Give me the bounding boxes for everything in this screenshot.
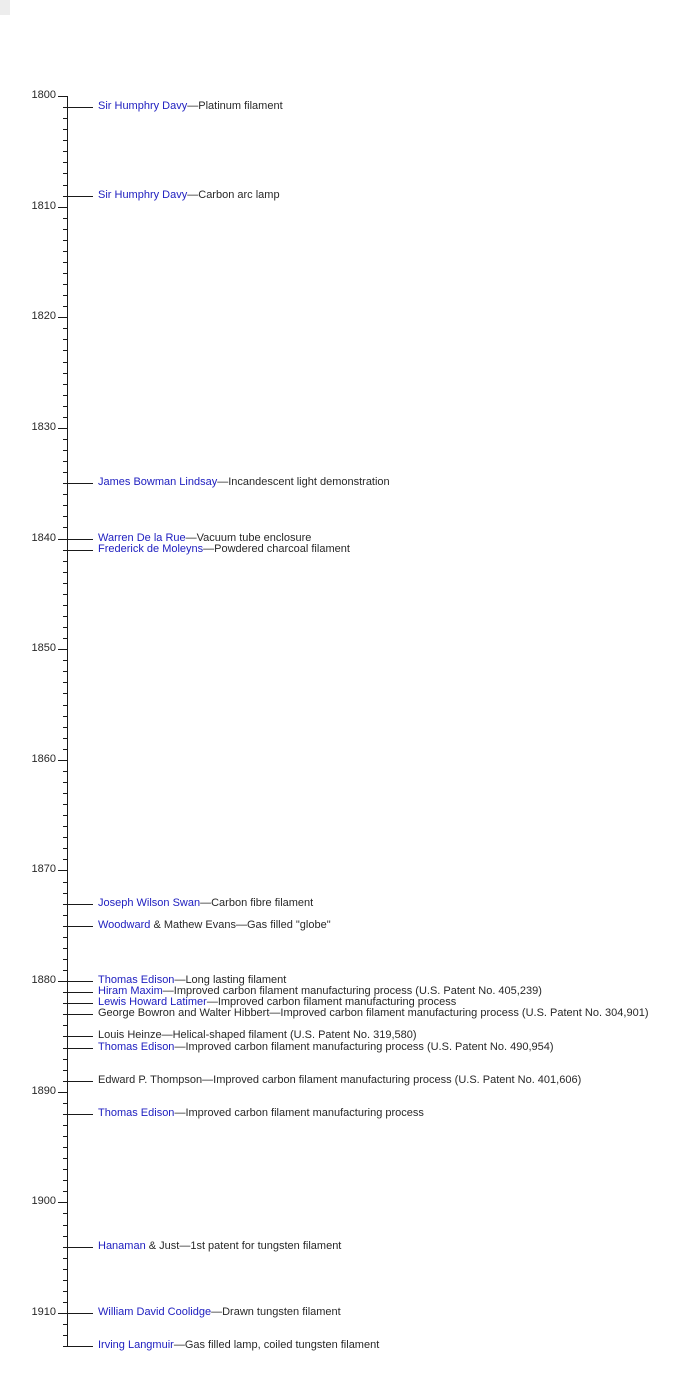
year-tick <box>63 1324 68 1325</box>
year-tick <box>63 804 68 805</box>
event-description: Carbon arc lamp <box>198 189 280 201</box>
year-tick <box>63 959 68 960</box>
event-link[interactable]: Warren De la Rue <box>98 532 186 544</box>
year-tick <box>63 118 68 119</box>
year-tick <box>63 738 68 739</box>
year-tick <box>63 339 68 340</box>
year-tick <box>63 1335 68 1336</box>
em-dash-separator: — <box>206 996 218 1008</box>
year-tick <box>63 1059 68 1060</box>
event-connector <box>68 1114 93 1115</box>
em-dash-separator: — <box>217 476 229 488</box>
year-tick <box>63 494 68 495</box>
decade-tick <box>58 1202 68 1203</box>
event-label <box>98 919 331 932</box>
year-label: 1850 <box>31 642 56 654</box>
event-connector <box>68 483 93 484</box>
year-tick <box>63 1070 68 1071</box>
event-connector <box>68 926 93 927</box>
event-link[interactable]: Sir Humphry Davy <box>98 100 188 112</box>
year-tick <box>63 948 68 949</box>
year-tick <box>63 671 68 672</box>
decade-tick <box>58 760 68 761</box>
year-tick <box>63 218 68 219</box>
year-tick <box>63 1125 68 1126</box>
year-tick <box>63 417 68 418</box>
event-connector <box>68 107 93 108</box>
em-dash-separator: — <box>174 1041 186 1053</box>
year-tick <box>63 284 68 285</box>
decade-tick <box>58 981 68 982</box>
year-tick <box>63 594 68 595</box>
year-tick <box>63 815 68 816</box>
decade-tick <box>58 539 68 540</box>
decade-tick <box>58 428 68 429</box>
event-description: Carbon fibre filament <box>211 897 314 909</box>
year-tick <box>63 705 68 706</box>
year-label: 1910 <box>31 1306 56 1318</box>
year-tick <box>63 1103 68 1104</box>
year-tick <box>63 1302 68 1303</box>
year-tick <box>63 306 68 307</box>
event-label <box>98 1041 554 1054</box>
event-label <box>98 1339 379 1352</box>
em-dash-separator: — <box>173 1339 185 1351</box>
event-description: Improved carbon filament manufacturing process (U.S. Patent No. 401,606) <box>213 1074 582 1086</box>
event-connector <box>68 1313 93 1314</box>
event-link[interactable]: Thomas Edison <box>98 974 175 986</box>
year-tick <box>63 362 68 363</box>
event-connector <box>68 1003 93 1004</box>
event-connector <box>68 1247 93 1248</box>
year-tick <box>63 561 68 562</box>
year-tick <box>63 627 68 628</box>
event-label <box>98 543 350 556</box>
year-tick <box>63 1269 68 1270</box>
event-link[interactable]: Joseph Wilson Swan <box>98 897 201 909</box>
year-tick <box>63 273 68 274</box>
event-label <box>98 189 280 202</box>
year-tick <box>63 605 68 606</box>
event-description: Improved carbon filament manufacturing process (U.S. Patent No. 405,239) <box>173 985 542 997</box>
event-description: Vacuum tube enclosure <box>196 532 312 544</box>
year-tick <box>63 439 68 440</box>
year-tick <box>63 693 68 694</box>
event-link[interactable]: James Bowman Lindsay <box>98 476 218 488</box>
year-tick <box>63 915 68 916</box>
year-tick <box>63 251 68 252</box>
event-connector <box>68 992 93 993</box>
year-tick <box>63 1236 68 1237</box>
year-tick <box>63 395 68 396</box>
year-label: 1900 <box>31 1195 56 1207</box>
year-tick <box>63 682 68 683</box>
year-label: 1880 <box>31 974 56 986</box>
decade-tick <box>58 649 68 650</box>
year-tick <box>63 782 68 783</box>
year-tick <box>63 151 68 152</box>
year-tick <box>63 240 68 241</box>
year-label: 1830 <box>31 421 56 433</box>
event-link[interactable]: Hanaman <box>98 1240 146 1252</box>
event-connector <box>68 539 93 540</box>
event-description: Drawn tungsten filament <box>222 1306 341 1318</box>
year-tick <box>63 527 68 528</box>
year-tick <box>63 129 68 130</box>
decade-tick <box>58 96 68 97</box>
em-dash-separator: — <box>161 1029 173 1041</box>
em-dash-separator: — <box>202 1074 214 1086</box>
year-tick <box>63 1225 68 1226</box>
year-tick <box>63 882 68 883</box>
event-connector <box>68 1014 93 1015</box>
year-tick <box>63 162 68 163</box>
year-tick <box>63 185 68 186</box>
event-connector <box>68 196 93 197</box>
event-description: Improved carbon filament manufacturing process <box>217 996 457 1008</box>
year-tick <box>63 937 68 938</box>
event-description: Improved carbon filament manufacturing process <box>185 1107 424 1119</box>
year-tick <box>63 461 68 462</box>
event-name-plain: George Bowron and Walter Hibbert <box>98 1007 270 1019</box>
event-link[interactable]: Hiram Maxim <box>98 985 163 997</box>
em-dash-separator: — <box>179 1240 191 1252</box>
year-tick <box>63 572 68 573</box>
event-link[interactable]: Irving Langmuir <box>98 1339 174 1351</box>
event-label <box>98 476 390 489</box>
year-label: 1840 <box>31 532 56 544</box>
event-label <box>98 1074 581 1087</box>
year-tick <box>63 826 68 827</box>
decade-tick <box>58 870 68 871</box>
decade-tick <box>58 317 68 318</box>
window-corner-artifact <box>0 0 10 15</box>
year-tick <box>63 406 68 407</box>
year-tick <box>63 848 68 849</box>
year-label: 1820 <box>31 310 56 322</box>
year-tick <box>63 1025 68 1026</box>
year-tick <box>63 295 68 296</box>
year-tick <box>63 1180 68 1181</box>
event-connector <box>68 904 93 905</box>
event-label <box>98 1306 341 1319</box>
event-description: Long lasting filament <box>185 974 287 986</box>
year-tick <box>63 173 68 174</box>
em-dash-separator: — <box>174 1107 186 1119</box>
event-connector <box>68 1036 93 1037</box>
year-tick <box>63 262 68 263</box>
event-connector <box>68 1048 93 1049</box>
year-tick <box>63 328 68 329</box>
year-tick <box>63 616 68 617</box>
em-dash-separator: — <box>185 532 197 544</box>
year-tick <box>63 727 68 728</box>
year-label: 1890 <box>31 1085 56 1097</box>
event-label <box>98 100 283 113</box>
year-tick <box>63 716 68 717</box>
event-link[interactable]: William David Coolidge <box>98 1306 212 1318</box>
em-dash-separator: — <box>187 189 199 201</box>
event-description: Improved carbon filament manufacturing process (U.S. Patent No. 304,901) <box>280 1007 649 1019</box>
year-tick <box>63 1136 68 1137</box>
event-description: Platinum filament <box>198 100 283 112</box>
event-description: Improved carbon filament manufacturing process (U.S. Patent No. 490,954) <box>185 1041 554 1053</box>
year-tick <box>63 1191 68 1192</box>
event-link[interactable]: Sir Humphry Davy <box>98 189 188 201</box>
event-link[interactable]: Lewis Howard Latimer <box>98 996 207 1008</box>
event-name-plain: & Mathew Evans <box>150 919 236 931</box>
event-link[interactable]: Thomas Edison <box>98 1041 175 1053</box>
event-label <box>98 897 313 910</box>
year-tick <box>63 1169 68 1170</box>
decade-tick <box>58 1313 68 1314</box>
year-tick <box>63 1280 68 1281</box>
em-dash-separator: — <box>203 543 215 555</box>
year-tick <box>63 516 68 517</box>
year-label: 1870 <box>31 863 56 875</box>
year-tick <box>63 1291 68 1292</box>
year-tick <box>63 1213 68 1214</box>
event-connector <box>68 981 93 982</box>
event-link[interactable]: Woodward <box>98 919 151 931</box>
event-label <box>98 1007 648 1020</box>
event-label <box>98 1107 424 1120</box>
year-tick <box>63 749 68 750</box>
year-label: 1860 <box>31 753 56 765</box>
event-description: 1st patent for tungsten filament <box>190 1240 342 1252</box>
year-label: 1800 <box>31 89 56 101</box>
decade-tick <box>58 1092 68 1093</box>
year-tick <box>63 837 68 838</box>
year-tick <box>63 1147 68 1148</box>
em-dash-separator: — <box>174 974 186 986</box>
year-tick <box>63 350 68 351</box>
event-link[interactable]: Thomas Edison <box>98 1107 175 1119</box>
event-label <box>98 1240 341 1253</box>
event-name-plain: & Just <box>145 1240 180 1252</box>
year-tick <box>63 505 68 506</box>
em-dash-separator: — <box>269 1007 281 1019</box>
year-tick <box>63 384 68 385</box>
event-connector <box>68 1081 93 1082</box>
year-tick <box>63 229 68 230</box>
event-description: Helical-shaped filament (U.S. Patent No. 319,580) <box>172 1029 417 1041</box>
em-dash-separator: — <box>187 100 199 112</box>
event-connector <box>68 550 93 551</box>
em-dash-separator: — <box>211 1306 223 1318</box>
year-tick <box>63 472 68 473</box>
em-dash-separator: — <box>200 897 212 909</box>
event-description: Incandescent light demonstration <box>228 476 390 488</box>
year-tick <box>63 859 68 860</box>
year-tick <box>63 970 68 971</box>
event-name-plain: Edward P. Thompson <box>98 1074 203 1086</box>
year-tick <box>63 660 68 661</box>
year-tick <box>63 1158 68 1159</box>
year-tick <box>63 793 68 794</box>
event-description: Powdered charcoal filament <box>214 543 350 555</box>
year-tick <box>63 771 68 772</box>
year-tick <box>63 893 68 894</box>
year-tick <box>63 140 68 141</box>
event-name-plain: Louis Heinze <box>98 1029 162 1041</box>
event-description: Gas filled lamp, coiled tungsten filament <box>184 1339 380 1351</box>
year-tick <box>63 583 68 584</box>
event-description: Gas filled "globe" <box>246 919 331 931</box>
em-dash-separator: — <box>162 985 174 997</box>
event-connector <box>68 1346 93 1347</box>
year-tick <box>63 373 68 374</box>
em-dash-separator: — <box>235 919 247 931</box>
year-tick <box>63 638 68 639</box>
year-tick <box>63 450 68 451</box>
event-link[interactable]: Frederick de Moleyns <box>98 543 204 555</box>
year-tick <box>63 1258 68 1259</box>
year-label: 1810 <box>31 200 56 212</box>
decade-tick <box>58 207 68 208</box>
